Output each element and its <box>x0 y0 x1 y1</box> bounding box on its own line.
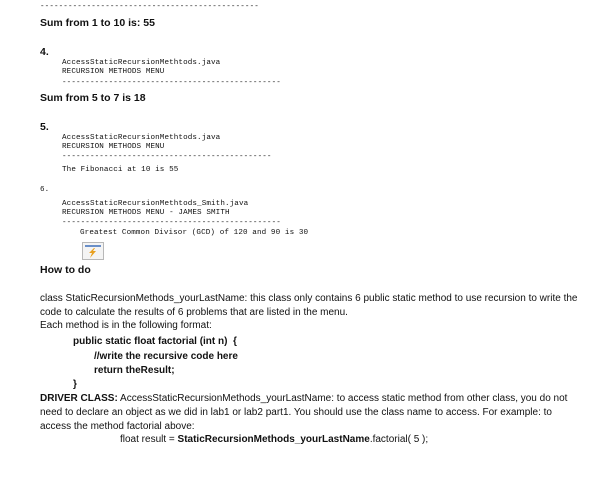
driver-class-label: DRIVER CLASS: <box>40 393 118 404</box>
item-6-number: 6. <box>40 186 50 194</box>
item-4-divider: ----------------------------------------------- <box>62 79 281 87</box>
lightning-window-icon <box>82 242 104 260</box>
example-prefix: float result = <box>120 434 178 445</box>
lightning-window-icon-glyph <box>83 243 103 259</box>
format-line: Each method is in the following format: <box>40 320 212 331</box>
item-6-menu: RECURSION METHODS MENU - JAMES SMITH <box>62 209 230 217</box>
example-suffix: .factorial( 5 ); <box>369 434 429 445</box>
how-to-heading: How to do <box>40 264 91 276</box>
driver-class-text: AccessStaticRecursionMethods_yourLastName: to access static method from other class, you do not need to declare an object as we did in lab1 or lab2 part1. You should use the class name to access. For example: to access the method factorial above: <box>40 393 568 432</box>
item-5-number: 5. <box>40 121 49 133</box>
code-comment: //write the recursive code here <box>94 351 238 362</box>
item-4-filename: AccessStaticRecursionMethtods.java <box>62 59 221 67</box>
item-5-divider: --------------------------------------------- <box>62 153 272 161</box>
item-5-filename: AccessStaticRecursionMethtods.java <box>62 134 221 142</box>
item-5-menu: RECURSION METHODS MENU <box>62 143 165 151</box>
item-6-filename: AccessStaticRecursionMethtods_Smith.java <box>62 200 249 208</box>
item-5-result: The Fibonacci at 10 is 55 <box>62 166 179 174</box>
code-close-brace: } <box>73 379 77 390</box>
example-code-line <box>120 434 428 445</box>
sum-1-10-output: Sum from 1 to 10 is: 55 <box>40 17 155 29</box>
item-6-result: Greatest Common Divisor (GCD) of 120 and 90 is 30 <box>80 229 309 237</box>
item-6-divider: ----------------------------------------------- <box>62 219 281 227</box>
item-4-result: Sum from 5 to 7 is 18 <box>40 92 146 104</box>
divider-top: ----------------------------------------------- <box>40 3 259 11</box>
item-4-menu: RECURSION METHODS MENU <box>62 68 165 76</box>
code-return: return theResult; <box>94 365 175 376</box>
code-signature: public static float factorial (int n) { <box>73 336 237 347</box>
item-4-number: 4. <box>40 46 49 58</box>
class-description: class StaticRecursionMethods_yourLastName: this class only contains 6 public static method to use recursion to write the code to calculate the results of 6 problems that are listed in the menu. <box>40 293 578 318</box>
driver-class-paragraph <box>40 392 580 434</box>
example-class-name: StaticRecursionMethods_yourLastName <box>177 434 370 445</box>
